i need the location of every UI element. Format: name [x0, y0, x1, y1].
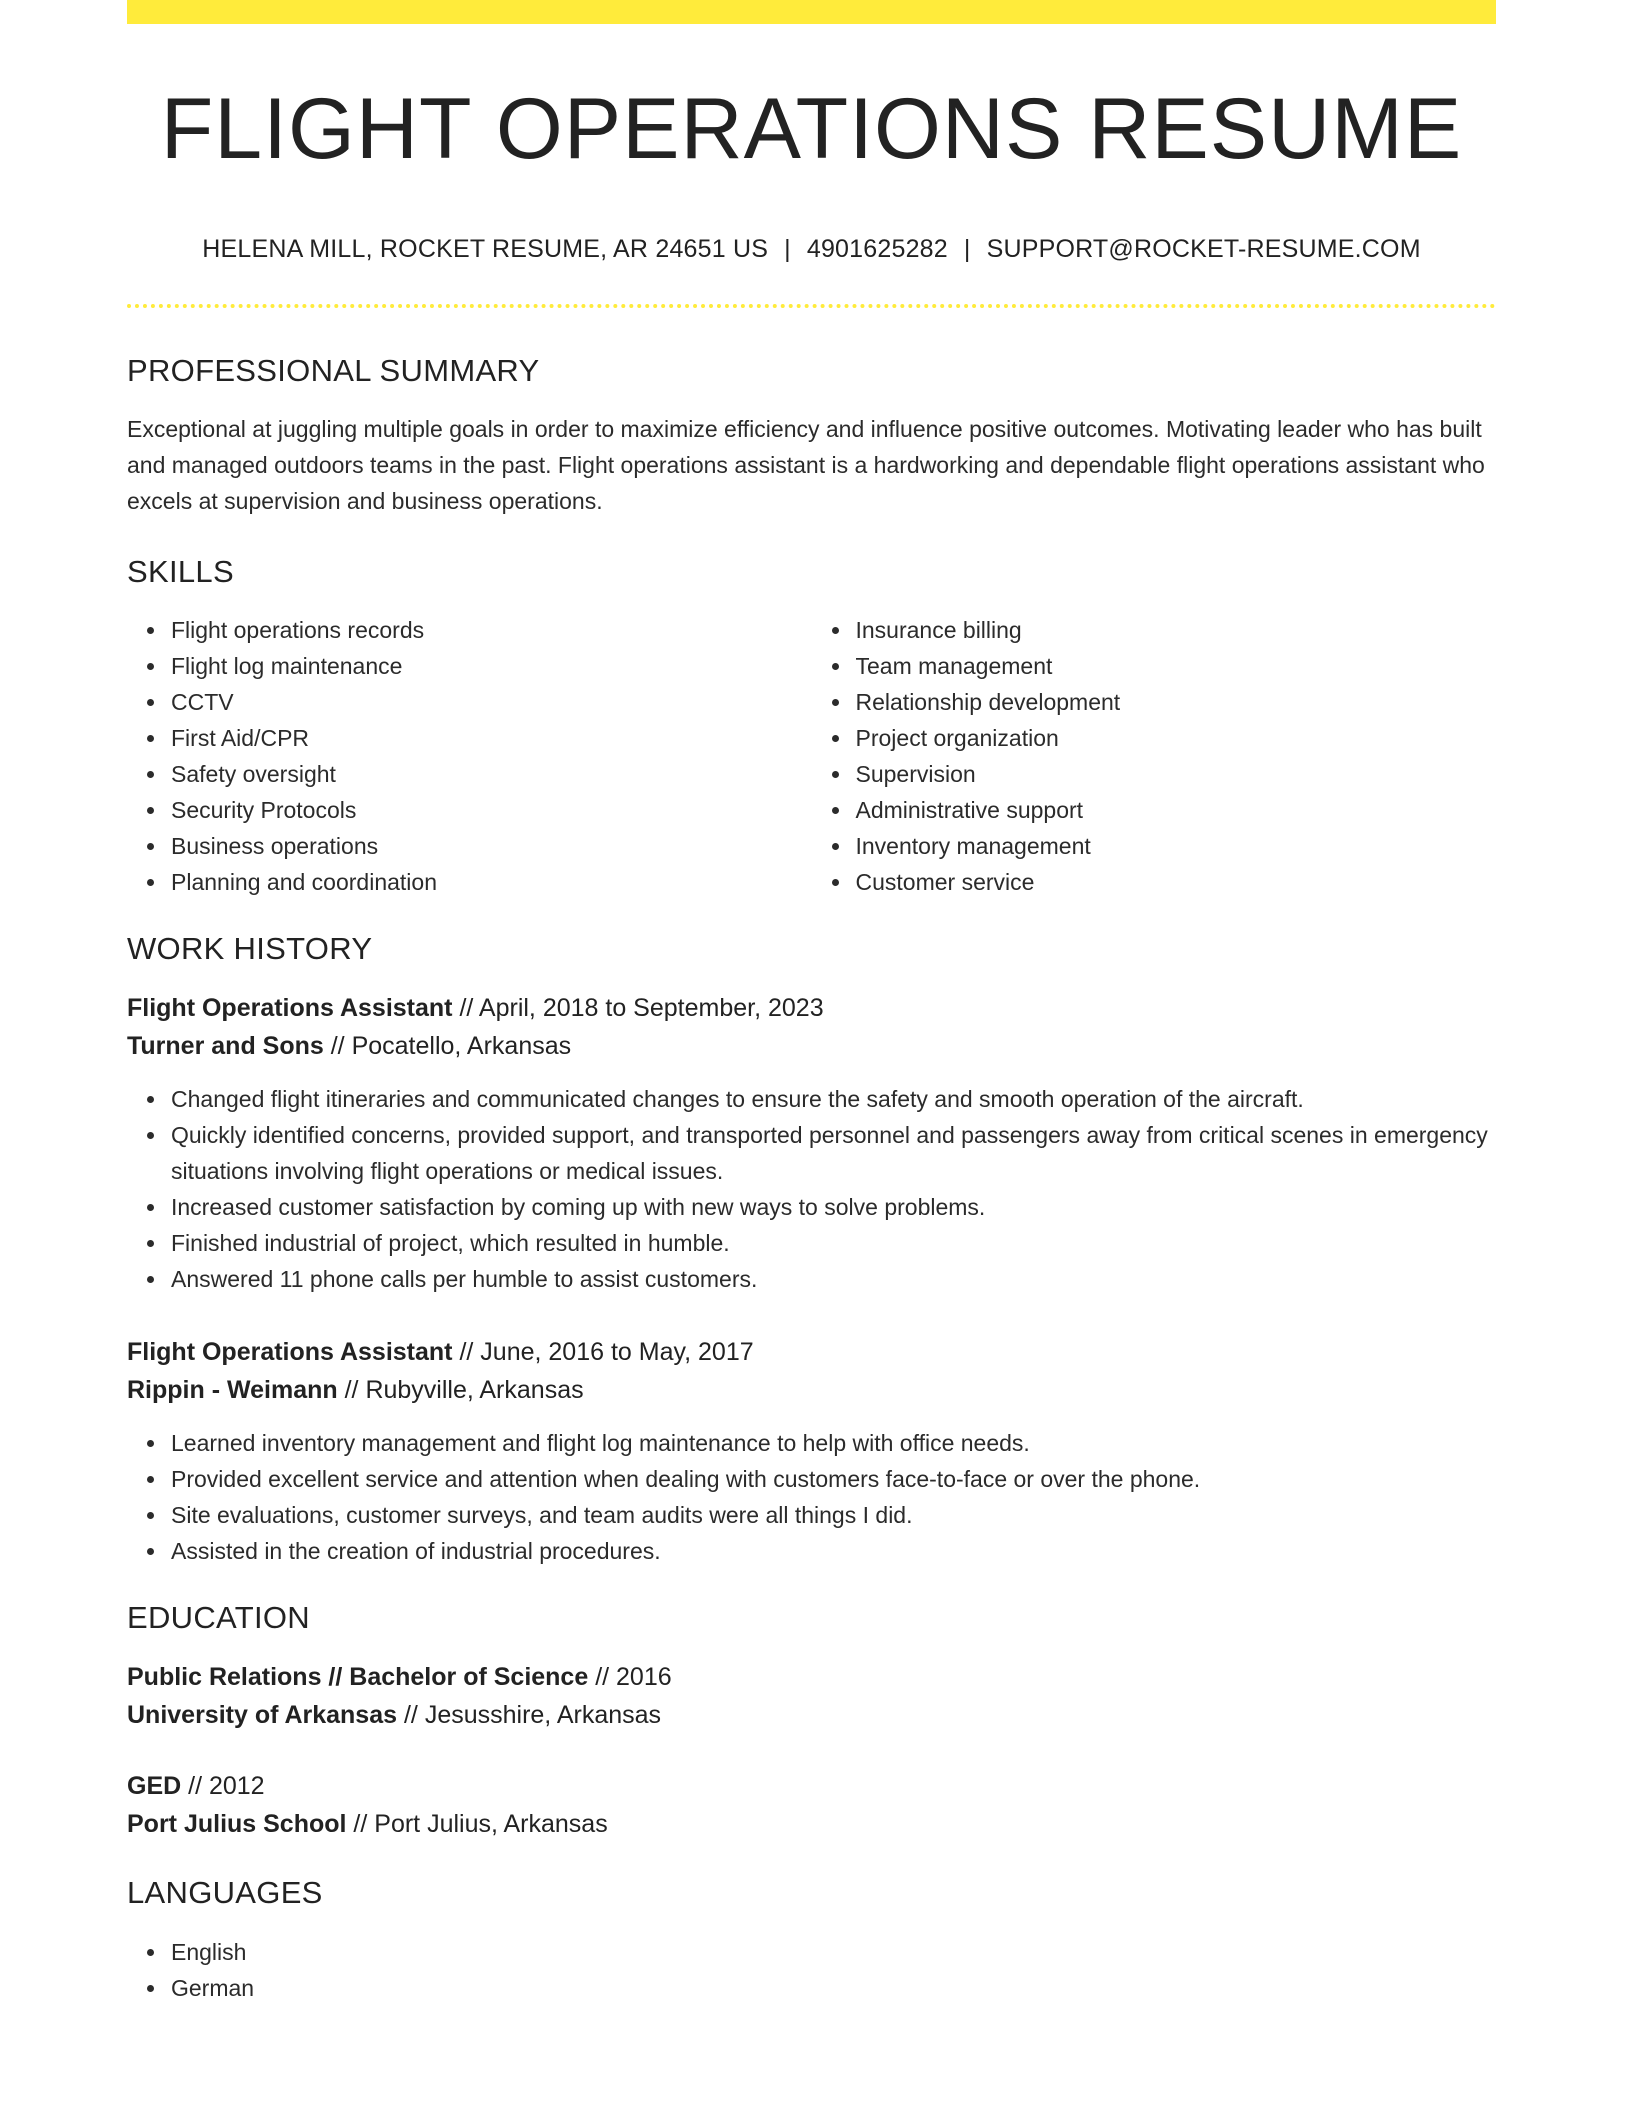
contact-line: [127, 235, 1496, 264]
skill-item: Flight operations records: [171, 612, 812, 648]
summary-heading: PROFESSIONAL SUMMARY: [127, 352, 540, 388]
education-school-line: [127, 1696, 1496, 1734]
resume-page: [127, 0, 1496, 2006]
job-entry: [127, 1333, 1496, 1569]
education-section: [127, 1599, 1496, 1843]
job-bullets: [127, 1425, 1496, 1569]
education-entry: [127, 1658, 1496, 1734]
job-bullet: Finished industrial of project, which resulted in humble.: [171, 1225, 1496, 1261]
skills-column-left: [127, 612, 812, 900]
job-bullet: Changed flight itineraries and communicated changes to ensure the safety and smooth operation of the aircraft.: [171, 1081, 1496, 1117]
skill-item: First Aid/CPR: [171, 720, 812, 756]
job-company: Rippin - Weimann: [127, 1376, 338, 1405]
skill-item: Relationship development: [856, 684, 1497, 720]
contact-separator: |: [963, 234, 971, 263]
job-location: // Pocatello, Arkansas: [323, 1032, 572, 1061]
education-school-line: [127, 1805, 1496, 1843]
contact-separator: |: [784, 234, 791, 263]
job-bullets: [127, 1081, 1496, 1297]
header-divider: [127, 304, 1496, 308]
education-year: // 2012: [181, 1772, 265, 1801]
education-year: // 2016: [588, 1663, 672, 1692]
skill-item: Inventory management: [856, 828, 1497, 864]
education-degree: GED: [127, 1772, 182, 1801]
job-bullet: Site evaluations, customer surveys, and team audits were all things I did.: [171, 1497, 1496, 1533]
education-entry: [127, 1767, 1496, 1843]
job-dates: // April, 2018 to September, 2023: [452, 994, 824, 1023]
education-degree-line: [127, 1658, 1496, 1696]
language-item: German: [171, 1970, 1496, 2006]
contact-phone: 4901625282: [806, 234, 948, 263]
skill-item: Administrative support: [856, 792, 1497, 828]
languages-list: [127, 1934, 1496, 2006]
work-history-section: [127, 930, 1496, 1569]
resume-title: FLIGHT OPERATIONS RESUME: [160, 81, 1463, 177]
job-bullet: Provided excellent service and attention when dealing with customers face-to-face or over the phone.: [171, 1461, 1496, 1497]
job-bullet: Quickly identified concerns, provided support, and transported personnel and passengers away from critical scenes in emergency situations involving flight operations or medical issues.: [171, 1117, 1496, 1189]
education-degree: Public Relations // Bachelor of Science: [127, 1663, 589, 1692]
job-title-line: [127, 1333, 1496, 1371]
summary-section: [127, 352, 1496, 519]
languages-heading: LANGUAGES: [127, 1875, 323, 1911]
skill-item: Business operations: [171, 828, 812, 864]
contact-email: SUPPORT@ROCKET-RESUME.COM: [986, 234, 1421, 263]
job-title-line: [127, 989, 1496, 1027]
job-location: // Rubyville, Arkansas: [337, 1376, 584, 1405]
job-title: Flight Operations Assistant: [127, 994, 453, 1023]
languages-section: [127, 1874, 1496, 2005]
language-item: English: [171, 1934, 1496, 1970]
job-bullet: Answered 11 phone calls per humble to assist customers.: [171, 1261, 1496, 1297]
job-company-line: [127, 1027, 1496, 1065]
education-degree-line: [127, 1767, 1496, 1805]
skill-item: Customer service: [856, 864, 1497, 900]
education-school: University of Arkansas: [127, 1701, 398, 1730]
skill-item: Flight log maintenance: [171, 648, 812, 684]
job-bullet: Learned inventory management and flight log maintenance to help with office needs.: [171, 1425, 1496, 1461]
work-history-heading: WORK HISTORY: [127, 930, 373, 966]
skills-list-right: [812, 612, 1497, 900]
education-location: // Port Julius, Arkansas: [346, 1810, 608, 1839]
skill-item: Insurance billing: [856, 612, 1497, 648]
job-entry: [127, 989, 1496, 1297]
job-company-line: [127, 1371, 1496, 1409]
education-location: // Jesusshire, Arkansas: [397, 1701, 662, 1730]
job-company: Turner and Sons: [127, 1032, 324, 1061]
job-bullet: Assisted in the creation of industrial procedures.: [171, 1533, 1496, 1569]
skill-item: Safety oversight: [171, 756, 812, 792]
job-dates: // June, 2016 to May, 2017: [452, 1338, 754, 1367]
contact-address: HELENA MILL, ROCKET RESUME, AR 24651 US: [202, 234, 769, 263]
skills-heading: SKILLS: [127, 553, 234, 589]
education-school: Port Julius School: [127, 1810, 347, 1839]
skills-grid: [127, 612, 1496, 900]
skill-item: Planning and coordination: [171, 864, 812, 900]
skill-item: Team management: [856, 648, 1497, 684]
skills-list-left: [127, 612, 812, 900]
accent-bar: [127, 0, 1496, 24]
skill-item: Supervision: [856, 756, 1497, 792]
education-heading: EDUCATION: [127, 1600, 310, 1636]
skill-item: Security Protocols: [171, 792, 812, 828]
skill-item: CCTV: [171, 684, 812, 720]
job-title: Flight Operations Assistant: [127, 1338, 453, 1367]
skills-section: [127, 553, 1496, 900]
job-bullet: Increased customer satisfaction by coming up with new ways to solve problems.: [171, 1189, 1496, 1225]
skill-item: Project organization: [856, 720, 1497, 756]
summary-text: Exceptional at juggling multiple goals in order to maximize efficiency and influence positive outcomes. Motivating leader who has built and managed outdoors teams in the past. Flight operations assistant is a hardworking and dependable flight operations assistant who excels at supervision and business operations.: [127, 415, 1485, 514]
skills-column-right: [812, 612, 1497, 900]
